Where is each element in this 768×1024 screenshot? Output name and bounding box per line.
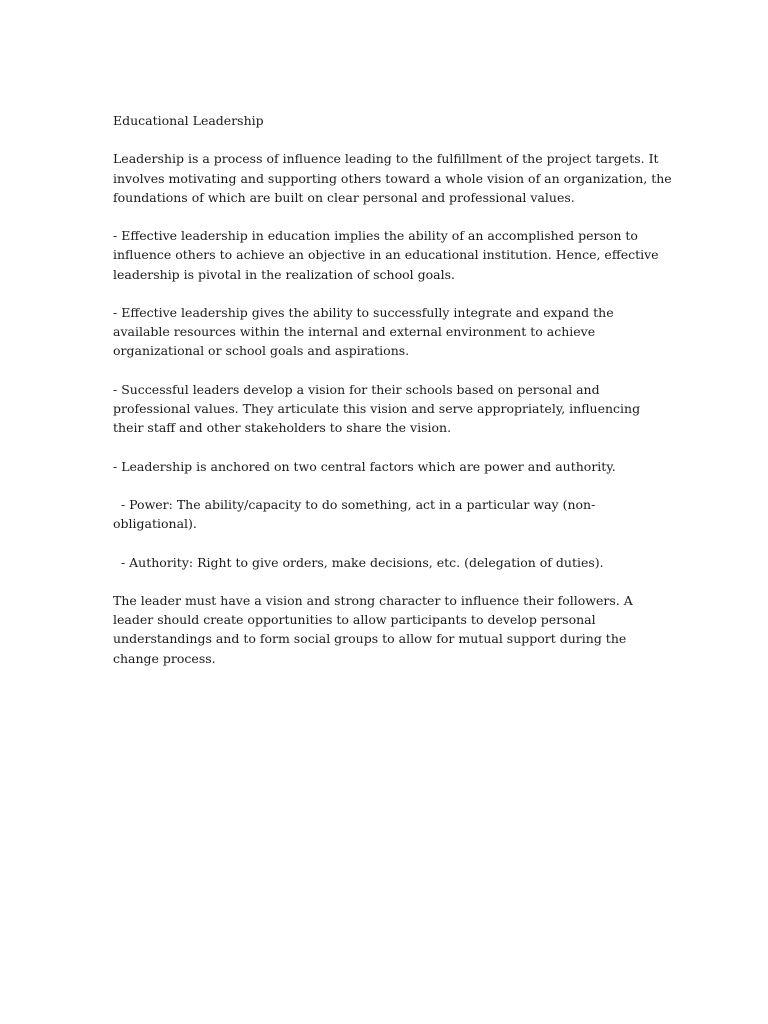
paragraph-power-and-authority: - Leadership is anchored on two central factors which are power and authority. bbox=[113, 458, 616, 474]
paragraph-effective-leadership-resources: - Effective leadership gives the ability to successfully integrate and expand the available resources within the internal and external environment to achieve organizational or school goals and aspirations. bbox=[113, 304, 618, 359]
paragraph-definition: Leadership is a process of influence leading to the fulfillment of the project targets. It involves motivating and supporting others toward a whole vision of an organization, the foundations of which are built on clear personal and professional values. bbox=[113, 151, 676, 205]
paragraph-effective-leadership-education: - Effective leadership in education implies the ability of an accomplished person to influence others to achieve an objective in an educational institution. Hence, effective leadership is pivotal in the realization of school goals. bbox=[113, 228, 663, 282]
paragraph-power-definition: - Power: The ability/capacity to do something, act in a particular way (non-obligational). bbox=[113, 496, 596, 532]
paragraph-authority-definition: - Authority: Right to give orders, make decisions, etc. (delegation of duties). bbox=[113, 554, 604, 570]
document-title: Educational Leadership bbox=[113, 113, 264, 128]
paragraph-successful-leaders-vision: - Successful leaders develop a vision for their schools based on personal and professional values. They articulate this vision and serve appropriately, influencing their staff and other stakeholders to share the vision. bbox=[113, 381, 645, 436]
document-page bbox=[113, 111, 676, 687]
paragraph-leader-conclusion: The leader must have a vision and strong character to influence their followers. A leader should create opportunities to allow participants to develop personal understandings and to form social groups to allow for mutual support during the change process. bbox=[113, 592, 637, 666]
